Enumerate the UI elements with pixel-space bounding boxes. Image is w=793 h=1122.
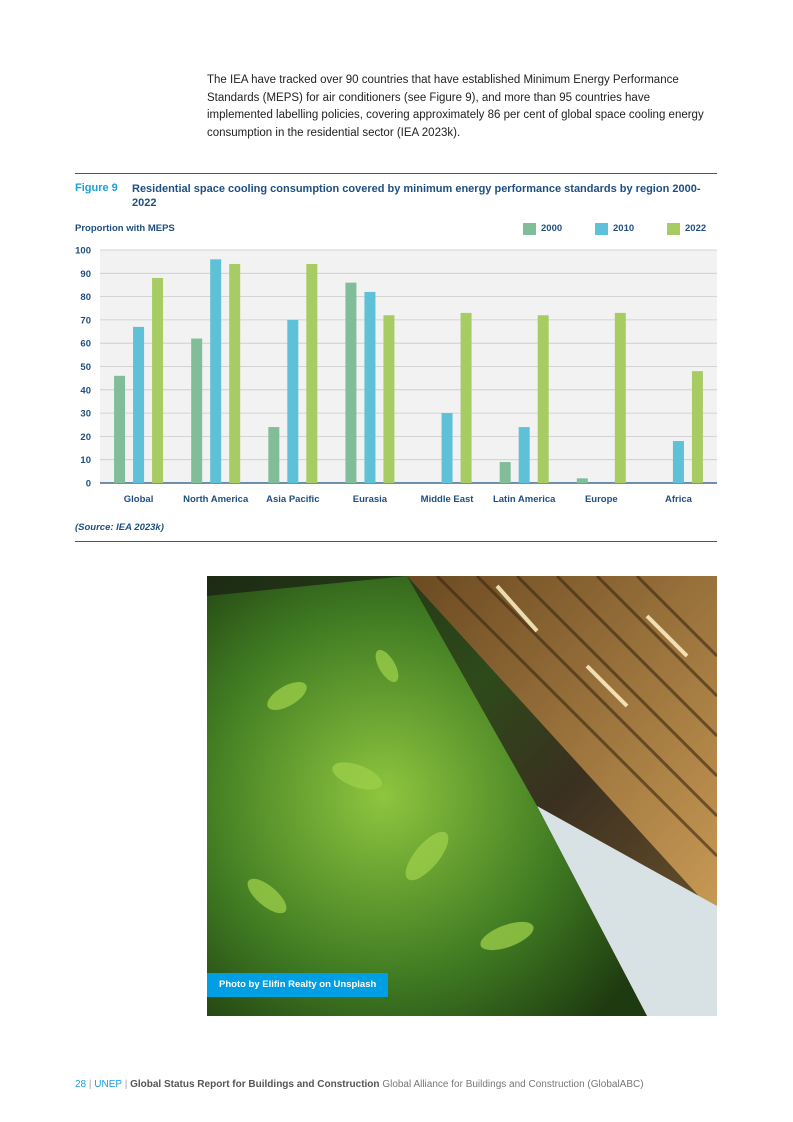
y-tick-label: 60 (80, 338, 91, 350)
bar-2000 (345, 283, 356, 483)
bar-2000 (191, 339, 202, 483)
legend-swatch-2010 (595, 223, 608, 235)
photo-credit: Photo by Elifin Realty on Unsplash (207, 973, 388, 997)
bar-2010 (442, 413, 453, 483)
footer-org: UNEP (94, 1079, 122, 1090)
y-tick-label: 50 (80, 362, 91, 373)
legend-swatch-2022 (667, 223, 680, 235)
page-footer (75, 1079, 644, 1090)
x-tick-label: Asia Pacific (266, 494, 320, 505)
y-tick-label: 80 (80, 292, 91, 304)
green-wall-photo (207, 576, 717, 1016)
bar-2022 (306, 264, 317, 483)
bar-2022 (229, 264, 240, 483)
bar-2022 (461, 313, 472, 483)
bar-2010 (287, 320, 298, 483)
legend-swatch-2000 (523, 223, 536, 235)
bar-2022 (615, 313, 626, 483)
y-tick-label: 90 (80, 268, 91, 280)
y-tick-label: 40 (80, 385, 91, 397)
green-wall-illustration (207, 576, 717, 1016)
legend-label-2010: 2010 (613, 223, 635, 234)
x-tick-label: Latin America (492, 494, 556, 505)
y-tick-label: 20 (80, 431, 91, 443)
footer-separator-2: | (124, 1079, 128, 1090)
footer-separator-1: | (88, 1079, 92, 1090)
legend-label-2022: 2022 (685, 223, 707, 234)
x-tick-label: North America (183, 494, 249, 505)
figure-source: (Source: IEA 2023k) (75, 522, 164, 533)
bar-2022 (383, 315, 394, 483)
figure-bottom-rule (75, 541, 717, 542)
bar-2000 (577, 478, 588, 483)
x-tick-label: Africa (664, 494, 692, 505)
bar-2022 (152, 278, 163, 483)
figure-title: Residential space cooling consumption covered by minimum energy performance standards by region 2000-2022 (132, 183, 701, 209)
intro-paragraph: The IEA have tracked over 90 countries that have established Minimum Energy Performance Standards (MEPS) for air conditioners (see Figure 9), and more than 95 countries have implemented labelling policies, covering approximately 86 per cent of global space cooling energy consumption in the residential sector (IEA 2023k). (207, 74, 704, 139)
y-tick-label: 30 (80, 408, 91, 420)
bar-2010 (364, 292, 375, 483)
x-tick-label: Global (123, 494, 154, 505)
bar-2000 (114, 376, 125, 483)
y-tick-label: 10 (80, 455, 91, 467)
bar-chart (0, 240, 793, 515)
bar-2010 (133, 327, 144, 483)
page-number: 28 (75, 1079, 87, 1090)
bar-2010 (210, 259, 221, 483)
bar-2000 (268, 427, 279, 483)
y-tick-label: 70 (80, 315, 91, 327)
figure-label: Figure 9 (75, 182, 118, 194)
x-tick-label: Middle East (420, 494, 474, 505)
chart-legend (0, 223, 793, 237)
bar-2010 (673, 441, 684, 483)
bar-2010 (519, 427, 530, 483)
footer-alliance: Global Alliance for Buildings and Construction (GlobalABC) (382, 1079, 644, 1090)
footer-report-title: Global Status Report for Buildings and Construction (130, 1079, 380, 1090)
bar-2000 (500, 462, 511, 483)
y-tick-label: 100 (75, 245, 91, 257)
bar-2022 (692, 371, 703, 483)
x-tick-label: Europe (584, 494, 618, 505)
legend-label-2000: 2000 (541, 223, 563, 234)
x-tick-label: Eurasia (352, 494, 388, 505)
y-tick-label: 0 (85, 478, 91, 490)
y-axis-title: Proportion with MEPS (75, 223, 175, 234)
bar-2022 (538, 315, 549, 483)
figure-top-rule (75, 173, 717, 174)
